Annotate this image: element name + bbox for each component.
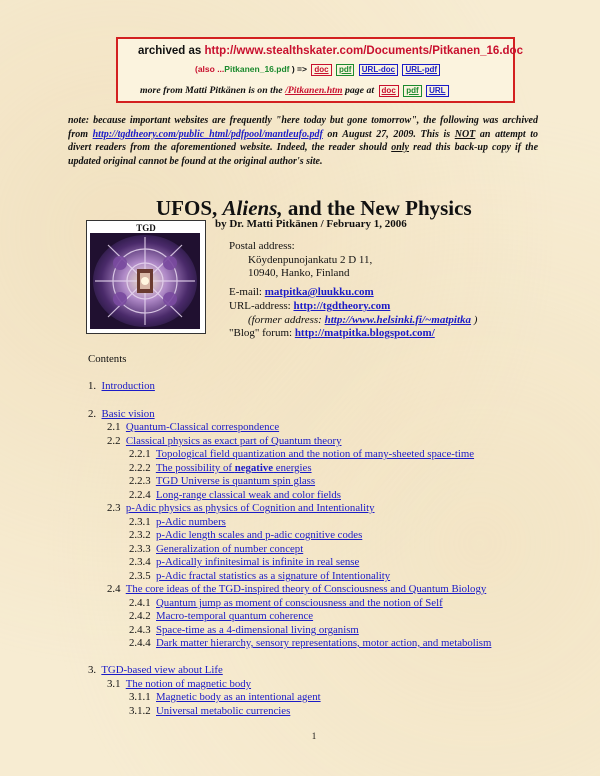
toc-number: 3. <box>88 664 97 676</box>
toc-item <box>129 637 491 650</box>
toc-link[interactable]: Quantum jump as moment of consciousness and the notion of Self <box>156 597 443 609</box>
toc-link[interactable]: Long-range classical weak and color fields <box>156 489 341 501</box>
toc-link[interactable]: Macro-temporal quantum coherence <box>156 610 314 622</box>
more-url-link[interactable]: URL <box>426 85 448 97</box>
toc-link[interactable]: Space-time as a 4-dimensional living organism <box>156 624 359 636</box>
fractal-art-icon <box>90 233 200 329</box>
toc-item <box>129 489 341 502</box>
toc-item <box>129 462 312 475</box>
former-address-row <box>248 314 477 328</box>
toc-link[interactable]: Classical physics as exact part of Quantum theory <box>125 435 342 447</box>
blog-row <box>229 327 435 341</box>
toc-link-pre: The possibility of <box>155 462 235 474</box>
url-link[interactable]: http://tgdtheory.com <box>293 300 391 312</box>
toc-item <box>129 556 359 569</box>
toc-number: 2.3.4 <box>129 556 151 568</box>
more-line <box>140 85 449 97</box>
toc-number: 2.2.1 <box>129 448 151 460</box>
archived-line <box>138 45 523 57</box>
toc-item <box>88 408 155 421</box>
toc-number: 2.3.2 <box>129 529 151 541</box>
toc-number: 2.3.5 <box>129 570 151 582</box>
also-arrow: ) => <box>291 64 307 74</box>
email-label: E-mail: <box>229 286 262 298</box>
toc-number: 2.4.4 <box>129 637 151 649</box>
toc-item <box>107 421 279 434</box>
toc-item <box>107 435 342 448</box>
toc-link[interactable]: The notion of magnetic body <box>125 678 252 690</box>
toc-number: 3.1.2 <box>129 705 151 717</box>
toc-item <box>107 678 251 691</box>
more-prefix: more from Matti Pitkänen is on the <box>140 85 283 96</box>
toc-link[interactable]: Magnetic body as an intentional agent <box>156 691 321 703</box>
toc-number: 2.3.1 <box>129 516 151 528</box>
toc-item <box>129 570 390 583</box>
toc-number: 2.3 <box>107 502 121 514</box>
portrait-caption: TGD <box>136 223 156 233</box>
toc-item <box>129 691 321 704</box>
also-line <box>195 64 440 76</box>
archive-header-box <box>116 37 523 103</box>
email-row <box>229 286 374 300</box>
toc-number: 2.1 <box>107 421 121 433</box>
blog-link[interactable]: http://matpitka.blogspot.com/ <box>294 327 435 339</box>
toc-number: 2.4.3 <box>129 624 151 636</box>
note-part-1: note: because important websites are frequently "here today but gone tomorrow", the following was archived from <box>68 115 538 140</box>
toc-number: 2. <box>88 408 97 420</box>
note-only: only <box>391 142 409 154</box>
toc-link[interactable]: TGD-based view about Life <box>101 664 223 676</box>
toc-number: 2.2 <box>107 435 121 447</box>
toc-link-bold: negative <box>234 462 274 474</box>
toc-number: 2.2.3 <box>129 475 151 487</box>
archive-note <box>68 114 538 168</box>
toc-number: 2.4.2 <box>129 610 151 622</box>
postal-label: Postal address: <box>229 240 295 252</box>
toc-link[interactable]: Basic vision <box>101 408 155 420</box>
toc-link[interactable]: p-Adic length scales and p-adic cognitive codes <box>156 529 363 541</box>
blog-label: "Blog" forum: <box>229 327 293 339</box>
title-part-3: and the New Physics <box>287 196 472 220</box>
toc-item <box>129 475 315 488</box>
toc-item <box>88 664 223 677</box>
postal-city: 10940, Hanko, Finland <box>248 267 350 279</box>
more-suffix: page at <box>344 85 375 96</box>
toc-item <box>107 583 486 596</box>
toc-link[interactable]: The core ideas of the TGD-inspired theory of Consciousness and Quantum Biology <box>125 583 487 595</box>
toc-item <box>129 543 303 556</box>
toc-link[interactable]: Quantum-Classical correspondence <box>125 421 280 433</box>
toc-link[interactable]: Topological field quantization and the notion of many-sheeted space-time <box>155 448 475 460</box>
toc-number: 2.4 <box>107 583 121 595</box>
toc-link[interactable]: Generalization of number concept <box>156 543 304 555</box>
url-doc-link[interactable]: URL-doc <box>359 64 398 76</box>
toc-item <box>129 705 290 718</box>
toc-number: 1. <box>88 380 97 392</box>
title-part-1: UFOS, <box>156 196 218 220</box>
toc-link[interactable]: p-Adic numbers <box>156 516 226 528</box>
url-label: URL-address: <box>229 300 291 312</box>
toc-link[interactable]: Universal metabolic currencies <box>156 705 291 717</box>
toc-item <box>129 624 359 637</box>
former-url-link[interactable]: http://www.helsinki.fi/~matpitka <box>324 314 472 326</box>
pitkanen-page-link[interactable]: /Pitkanen.htm <box>285 85 343 96</box>
toc-number: 3.1.1 <box>129 691 151 703</box>
pdf-link[interactable]: pdf <box>336 64 354 76</box>
toc-link[interactable]: Introduction <box>101 380 155 392</box>
toc-number: 2.2.2 <box>129 462 151 474</box>
email-link[interactable]: matpitka@luukku.com <box>264 286 374 298</box>
toc-link[interactable] <box>156 462 312 474</box>
url-row <box>229 300 390 314</box>
toc-link[interactable]: TGD Universe is quantum spin glass <box>155 475 316 487</box>
toc-item <box>107 502 375 515</box>
toc-link[interactable]: p-Adic physics as physics of Cognition and Intentionality <box>125 502 375 514</box>
toc-number: 2.2.4 <box>129 489 151 501</box>
toc-link[interactable]: p-Adic fractal statistics as a signature of Intentionality <box>156 570 391 582</box>
archived-prefix: archived as <box>138 45 202 57</box>
more-doc-link[interactable]: doc <box>379 85 399 97</box>
url-pdf-link[interactable]: URL-pdf <box>402 64 440 76</box>
title-part-2: Aliens, <box>222 196 283 220</box>
former-suffix: ) <box>473 314 478 326</box>
toc-number: 2.3.3 <box>129 543 151 555</box>
toc-item <box>129 597 443 610</box>
archived-url-link[interactable]: http://www.stealthskater.com/Documents/Pitkanen_16.doc <box>204 45 523 57</box>
postal-street: Köydenpunojankatu 2 D 11, <box>248 254 373 266</box>
toc-number: 2.4.1 <box>129 597 151 609</box>
toc-item <box>129 516 226 529</box>
note-part-3: an attempt to divert readers from the aforementioned website. Indeed, the reader should <box>68 128 539 154</box>
author-portrait-image <box>86 220 206 334</box>
also-pdf: Pitkanen_16.pdf <box>224 64 290 74</box>
doc-link[interactable]: doc <box>311 64 331 76</box>
page-number: 1 <box>311 731 317 741</box>
toc-link[interactable]: p-Adically infinitesimal is infinite in real sense <box>156 556 360 568</box>
toc-link[interactable]: Dark matter hierarchy, sensory representations, motor action, and metabolism <box>156 637 492 649</box>
also-text: (also ... <box>195 64 225 74</box>
note-source-link[interactable]: http://tgdtheory.com/public_html/pdfpool/mantleufo.pdf <box>92 128 323 140</box>
note-not: NOT <box>454 128 476 140</box>
contents-heading: Contents <box>88 353 127 365</box>
former-prefix: (former address: <box>248 314 322 326</box>
toc-item <box>129 610 313 623</box>
toc-number: 3.1 <box>107 678 121 690</box>
note-part-4: read this back-up copy if the updated original cannot be found at the original author's site. <box>68 142 539 167</box>
toc-item <box>88 380 155 393</box>
toc-link-post: energies <box>273 462 312 474</box>
toc-item <box>129 529 362 542</box>
more-pdf-link[interactable]: pdf <box>403 85 421 97</box>
byline: by Dr. Matti Pitkänen / February 1, 2006 <box>215 218 407 230</box>
note-part-2: on August 27, 2009. This is <box>327 128 451 140</box>
toc-item <box>129 448 474 461</box>
